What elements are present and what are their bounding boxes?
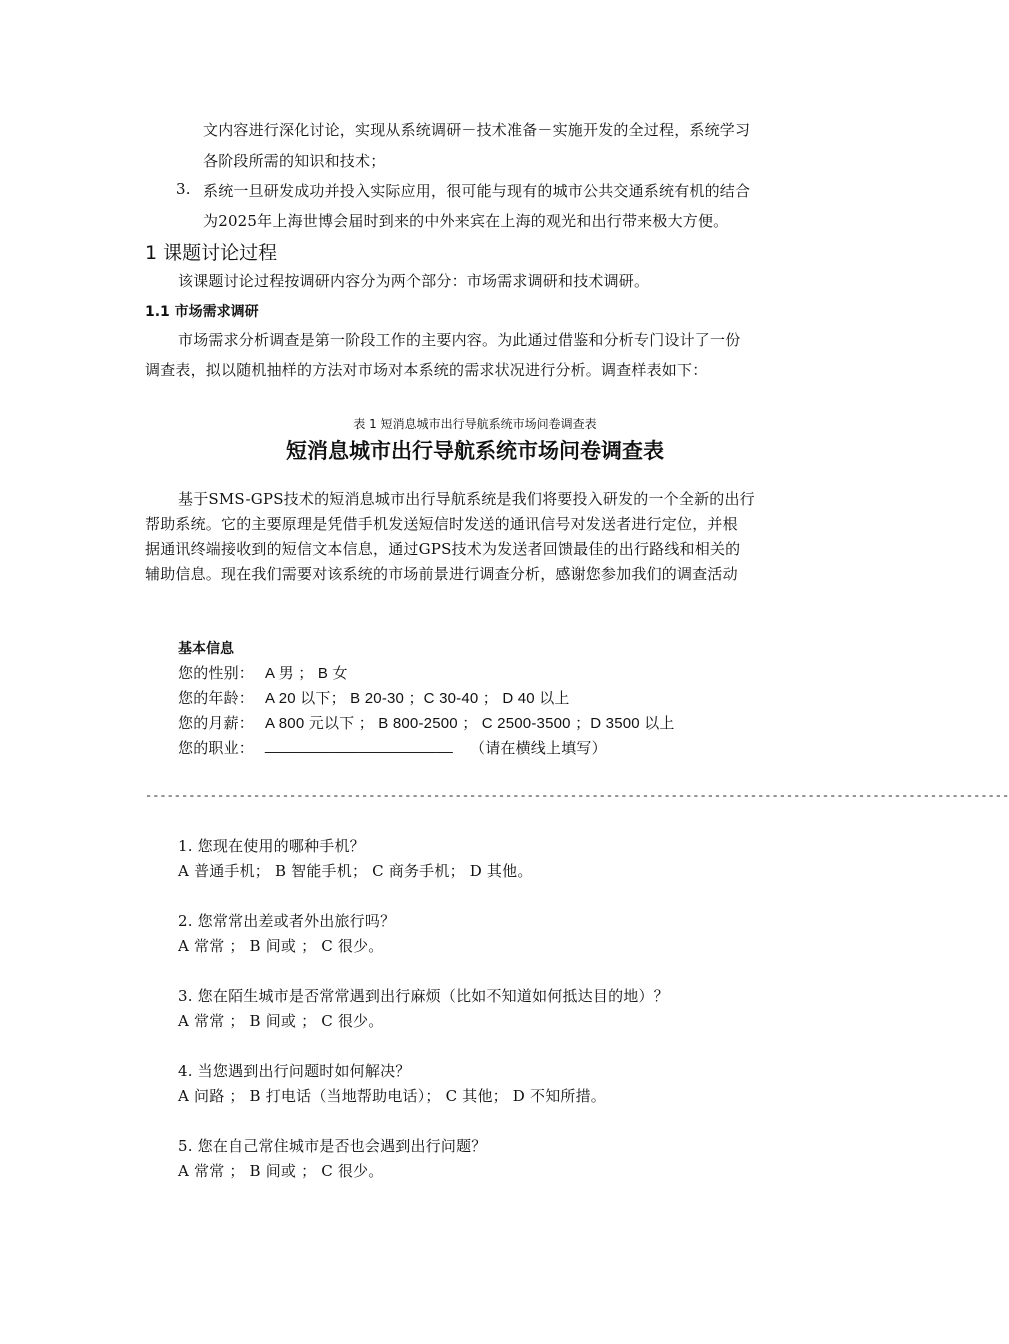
- question-3: 3. 您在陌生城市是否常常遇到出行麻烦（比如不知道如何抵达目的地）？: [178, 987, 669, 1005]
- section-1-1-paragraph-line-1: 市场需求分析调查是第一阶段工作的主要内容。为此通过借鉴和分析专门设计了一份: [178, 331, 741, 349]
- question-5: 5. 您在自己常住城市是否也会遇到出行问题？: [178, 1137, 487, 1155]
- answers-4: A 问路 ； B 打电话（当地帮助电话）； C 其他； D 不知所措。: [178, 1087, 607, 1105]
- section-1-1-paragraph-line-2: 调查表，拟以随机抽样的方法对市场对本系统的需求状况进行分析。调查样表如下：: [145, 361, 708, 379]
- salary-label: 您的月薪：: [178, 714, 255, 732]
- answers-3: A 常常 ； B 间或 ； C 很少。: [178, 1012, 384, 1030]
- survey-title: 短消息城市出行导航系统市场问卷调查表: [286, 439, 664, 463]
- answers-1: A 普通手机； B 智能手机； C 商务手机； D 其他。: [178, 862, 533, 880]
- list-item-3-line-1: 系统一旦研发成功并投入实际应用，很可能与现有的城市公共交通系统有机的结合: [203, 182, 751, 200]
- survey-intro-line-4: 辅助信息。现在我们需要对该系统的市场前景进行调查分析，感谢您参加我们的调查活动: [145, 565, 738, 583]
- question-4: 4. 当您遇到出行问题时如何解决？: [178, 1062, 411, 1080]
- question-1: 1. 您现在使用的哪种手机？: [178, 837, 365, 855]
- list-number-3: 3.: [176, 180, 191, 198]
- occupation-label: 您的职业：: [178, 739, 255, 757]
- survey-intro-line-1: 基于SMS-GPS技术的短消息城市出行导航系统是我们将要投入研发的一个全新的出行: [178, 490, 755, 508]
- age-options: A 20 以下； B 20-30 ；C 30-40 ； D 40 以上: [265, 690, 570, 707]
- gender-label: 您的性别：: [178, 664, 255, 682]
- answers-5: A 常常 ； B 间或 ； C 很少。: [178, 1162, 384, 1180]
- salary-options: A 800 元以下 ； B 800-2500 ； C 2500-3500 ；D 3500 以上: [265, 715, 675, 732]
- list-item-2-line-2: 各阶段所需的知识和技术；: [203, 152, 386, 170]
- occupation-blank: ______________________: [265, 737, 453, 754]
- age-label: 您的年龄：: [178, 689, 255, 707]
- section-1-heading: 1 课题讨论过程: [145, 242, 278, 264]
- survey-intro-line-3: 据通讯终端接收到的短信文本信息，通过GPS技术为发送者回馈最佳的出行路线和相关的: [145, 540, 741, 558]
- dashed-separator: ------------------------------------------------------------------------------------------------------------------------: [145, 789, 1009, 803]
- gender-options: A 男 ； B 女: [265, 665, 348, 682]
- table-caption: 表 1 短消息城市出行导航系统市场问卷调查表: [353, 417, 597, 431]
- section-1-1-heading: 1.1 市场需求调研: [145, 304, 259, 320]
- answers-2: A 常常 ； B 间或 ； C 很少。: [178, 937, 384, 955]
- survey-intro-line-2: 帮助系统。它的主要原理是凭借手机发送短信时发送的通讯信号对发送者进行定位，并根: [145, 515, 738, 533]
- section-1-paragraph: 该课题讨论过程按调研内容分为两个部分：市场需求调研和技术调研。: [178, 272, 650, 290]
- list-item-3-line-2: 为2025年上海世博会届时到来的中外来宾在上海的观光和出行带来极大方便。: [203, 212, 729, 230]
- question-2: 2. 您常常出差或者外出旅行吗？: [178, 912, 396, 930]
- basic-info-heading: 基本信息: [178, 641, 234, 657]
- list-item-2-line-1: 文内容进行深化讨论，实现从系统调研－技术准备－实施开发的全过程，系统学习: [203, 121, 751, 139]
- occupation-hint: （请在横线上填写）: [470, 739, 607, 757]
